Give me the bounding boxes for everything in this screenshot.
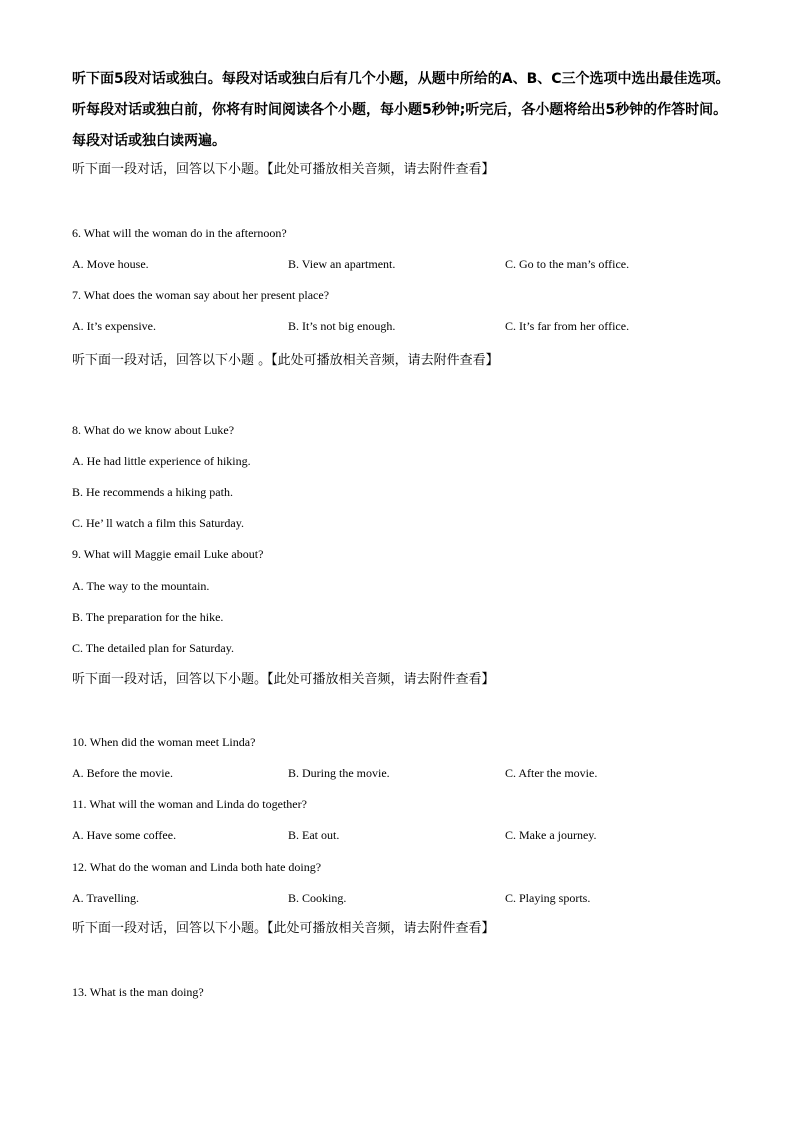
option-a: A. Travelling. [72,891,140,905]
question-stem: 6. What will the woman do in the afternoon? [72,226,287,240]
option-c: C. It’s far from her office. [505,319,630,333]
option-a: A. Have some coffee. [72,828,177,842]
option-b: B. During the movie. [288,766,390,780]
question-stem: 12. What do the woman and Linda both hate doing? [72,860,322,874]
question-stem: 8. What do we know about Luke? [72,423,235,437]
option-b: B. He recommends a hiking path. [72,485,233,499]
listening-instructions: 听下面5段对话或独白。每段对话或独白后有几个小题，从题中所给的A、B、C三个选项中选出最佳选项。听每段对话或独白前，你将有时间阅读各个小题，每小题5秒钟;听完后，各小题将给出5秒钟的作答时间。每段对话或独白读两遍。 [72,71,730,149]
section-instruction: 听下面一段对话，回答以下小题。【此处可播放相关音频，请去附件查看】 [72,921,495,936]
section-instruction: 听下面一段对话，回答以下小题。【此处可播放相关音频，请去附件查看】 [72,162,495,177]
question-stem: 11. What will the woman and Linda do together? [72,797,307,811]
option-a: A. Before the movie. [72,766,173,780]
question-stem: 13. What is the man doing? [72,985,204,999]
option-b: B. View an apartment. [288,257,396,271]
option-a: A. It’s expensive. [72,319,156,333]
option-c: C. Playing sports. [505,891,591,905]
option-a: A. Move house. [72,257,149,271]
option-c: C. Go to the man’s office. [505,257,630,271]
option-b: B. The preparation for the hike. [72,610,224,624]
option-b: B. It’s not big enough. [288,319,396,333]
option-b: B. Eat out. [288,828,340,842]
option-a: A. The way to the mountain. [72,579,210,593]
question-stem: 9. What will Maggie email Luke about? [72,547,264,561]
section-instruction: 听下面一段对话，回答以下小题。【此处可播放相关音频，请去附件查看】 [72,672,495,687]
section-instruction: 听下面一段对话，回答以下小题 。【此处可播放相关音频，请去附件查看】 [72,353,499,368]
option-b: B. Cooking. [288,891,347,905]
option-c: C. The detailed plan for Saturday. [72,641,234,655]
option-a: A. He had little experience of hiking. [72,454,251,468]
option-c: C. After the movie. [505,766,598,780]
question-stem: 7. What does the woman say about her present place? [72,288,330,302]
question-stem: 10. When did the woman meet Linda? [72,735,256,749]
option-c: C. He’ ll watch a film this Saturday. [72,516,244,530]
option-c: C. Make a journey. [505,828,597,842]
